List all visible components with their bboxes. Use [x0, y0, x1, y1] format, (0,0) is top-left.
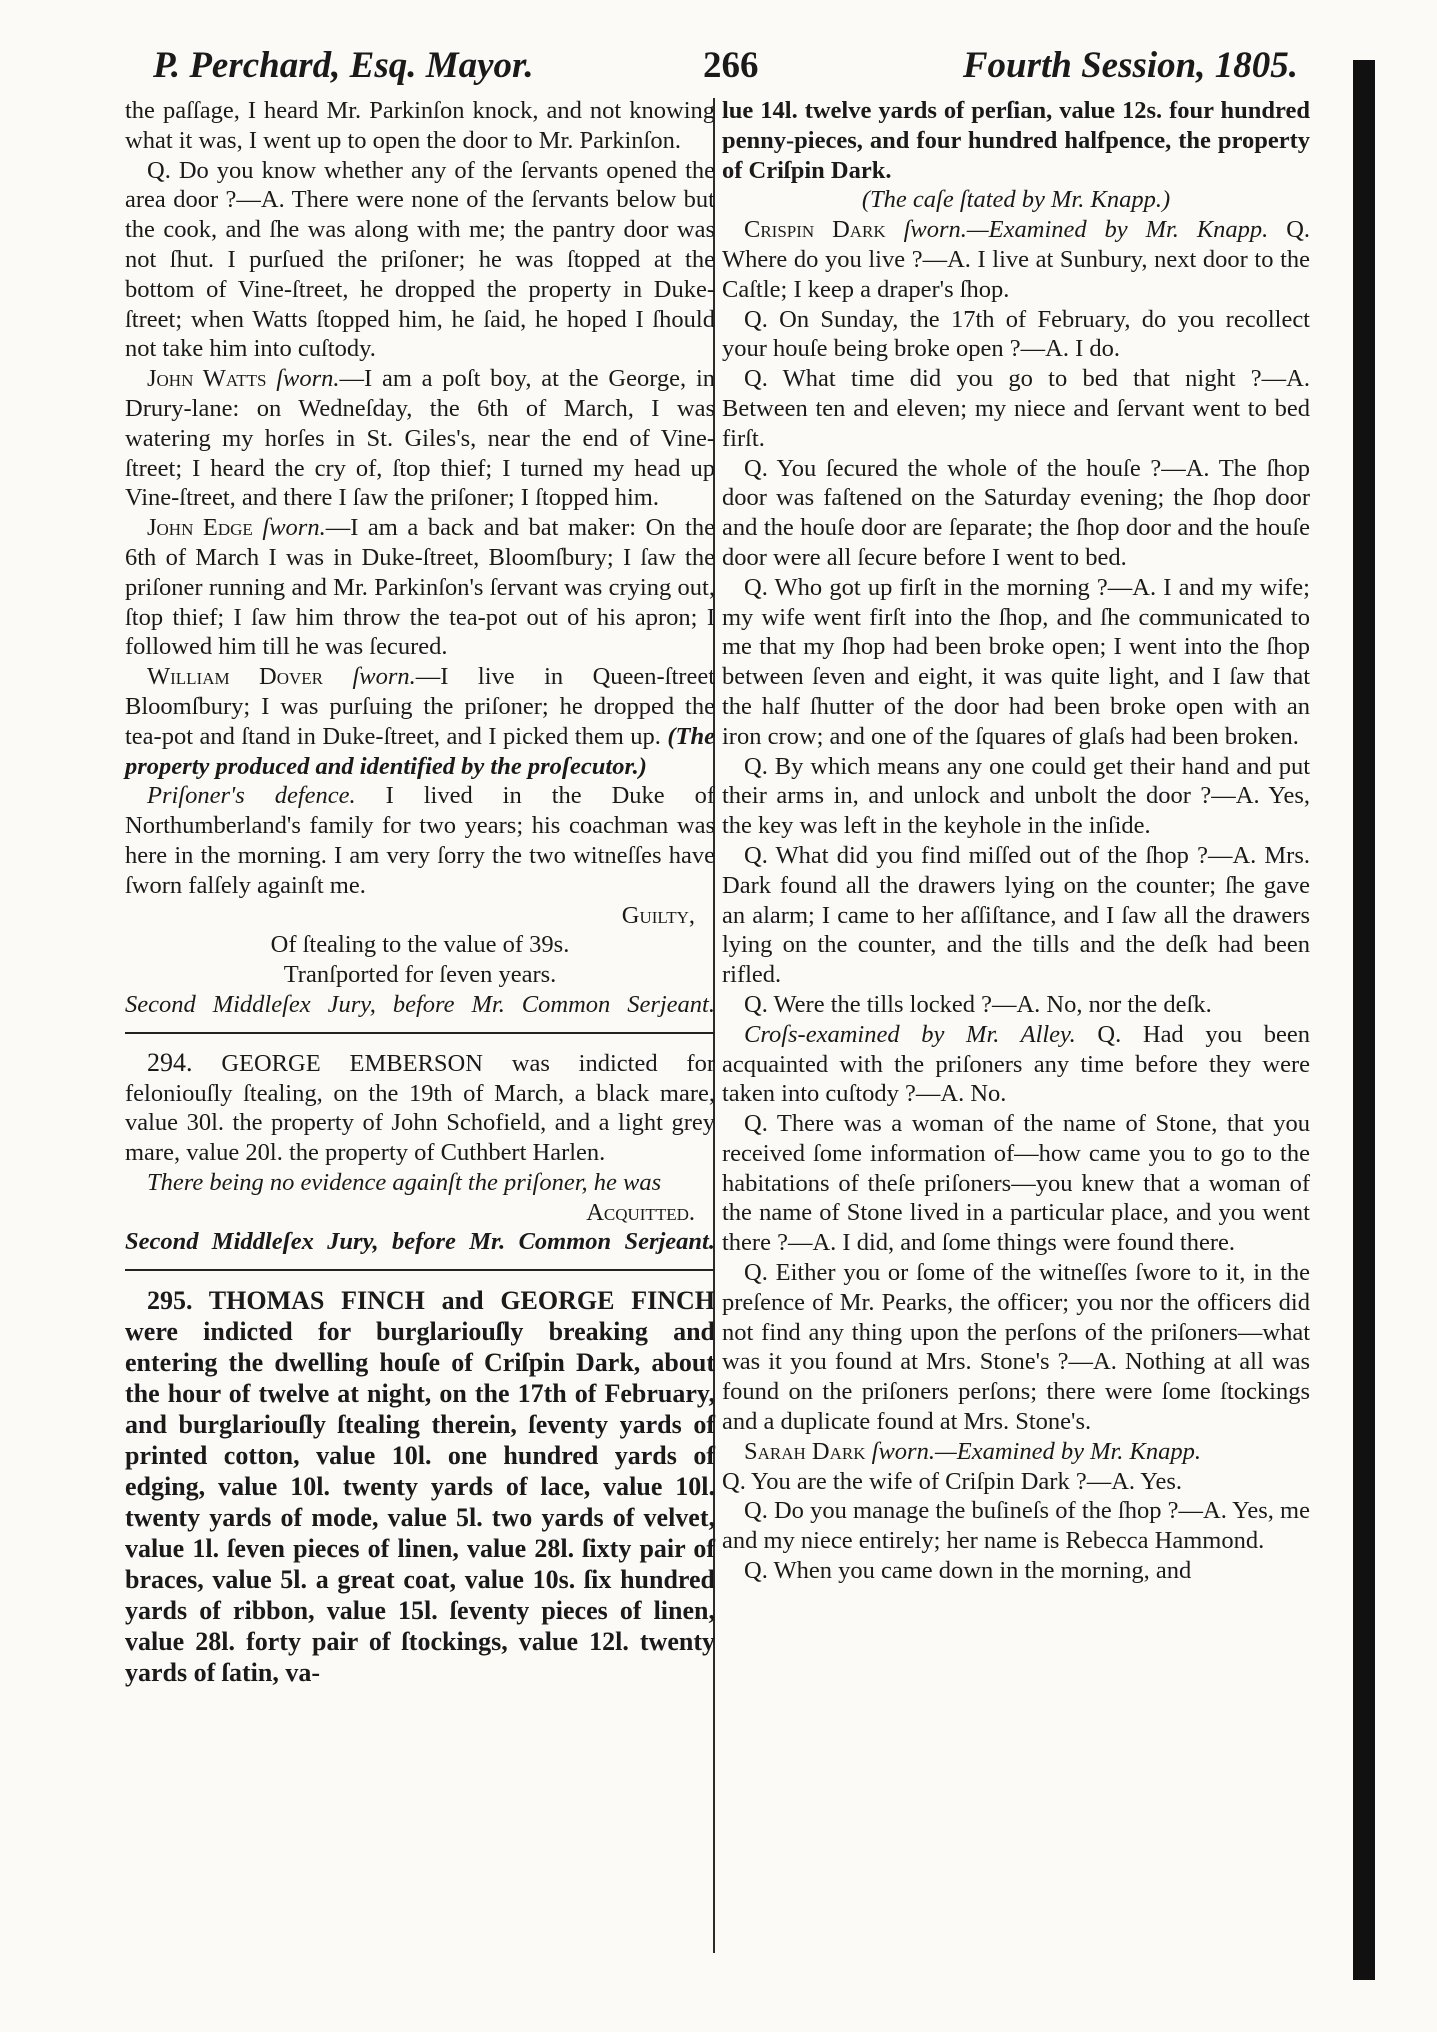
- indictment-text: GEORGE EMBERSON was indicted for feloniouſly ſtealing, on the 19th of March, a black mare, value 30l. the property of John Schofield, and a light grey mare, value 20l. the property of Cuthbert Harlen.: [125, 1049, 715, 1167]
- testimony-text: —I am a poſt boy, at the George, in Drury-lane: on Wedneſday, the 6th of March, I was watering my horſes in St. Giles's, near the end of Vine-ſtreet; I heard the cry of, ſtop thief; I turned my head up Vine-ſtreet, and there I ſaw the priſoner; I ſtopped him.: [125, 365, 715, 512]
- paragraph: Q. Were the tills locked ?—A. No, nor the deſk.: [744, 990, 1212, 1018]
- sworn-label: ſworn.: [352, 663, 416, 691]
- sworn-label: ſworn.: [276, 365, 340, 393]
- witness-name: John Watts: [147, 365, 267, 393]
- case-note: There being no evidence againſt the priſoner, he was: [147, 1168, 662, 1196]
- cross-text: Q. Had you been acquainted with the priſoners any time before they were taken into cuſtody ?—A. No.: [722, 1020, 1311, 1108]
- prisoner-defence: [125, 781, 715, 900]
- paragraph: Q. On Sunday, the 17th of February, do you recollect your houſe being broke open ?—A. I do.: [722, 305, 1310, 363]
- paragraph: Q. Either you or ſome of the witneſſes ſwore to it, in the preſence of Mr. Pearks, the officer; you nor the officers did not find any thing upon the perſons of the priſoners—what was it you found at Mrs. Stone's ?—A. Nothing at all was found on the priſoners perſons; there were ſome ſtockings and a duplicate found at Mrs. Stone's.: [722, 1259, 1310, 1436]
- court-note: (The property produced and identified by the proſecutor.): [125, 722, 715, 780]
- paragraph: lue 14l. twelve yards of perſian, value 12s. four hundred penny-pieces, and four hundred halfpence, the property of Criſpin Dark.: [722, 97, 1310, 184]
- case-294: [125, 1048, 715, 1168]
- jury-line: Second Middleſex Jury, before Mr. Common Serjeant.: [125, 990, 715, 1018]
- sworn-label: ſworn.—Examined by Mr. Knapp.: [871, 1437, 1202, 1465]
- case-295: [125, 1285, 715, 1688]
- witness-name: William Dover: [147, 663, 324, 691]
- sentence-line: Tranſported for ſeven years.: [283, 961, 557, 989]
- case-number: 294.: [147, 1047, 193, 1077]
- paragraph: the paſſage, I heard Mr. Parkinſon knock, and not knowing what it was, I went up to open the door to Mr. Parkinſon.: [125, 97, 715, 154]
- testimony-text: Q. You are the wife of Criſpin Dark ?—A. Yes.: [722, 1467, 1183, 1495]
- testimony-text: Q. Where do you live ?—A. I live at Sunbury, next door to the Caſtle; I keep a draper's ſhop.: [722, 216, 1311, 303]
- testimony-edge: [125, 513, 715, 662]
- paragraph: Q. Who got up firſt in the morning ?—A. I and my wife; my wife went firſt into the ſhop, and ſhe communicated to me that my ſhop had been broke open; I went into the ſhop between ſeven and eight, it was quite light, and I ſaw that the half ſhutter of the door had been broke open with an iron crow; and one of the ſquares of glaſs had been broken.: [722, 573, 1310, 750]
- right-column: [722, 96, 1310, 1586]
- paragraph: Q. What did you find miſſed out of the ſhop ?—A. Mrs. Dark found all the drawers lying on the counter; ſhe gave an alarm; I came to her aſſiſtance, and I ſaw all the drawers lying on the counter, and the tills and the deſk had been rifled.: [722, 841, 1310, 989]
- case-separator: [125, 1032, 715, 1034]
- paragraph: Q. What time did you go to bed that night ?—A. Between ten and eleven; my niece and ſervant went to bed firſt.: [722, 365, 1310, 452]
- sentence-line: Of ſtealing to the value of 39s.: [270, 931, 570, 959]
- paragraph: Q. Do you know whether any of the ſervants opened the area door ?—A. There were none of the ſervants below but the cook, and ſhe was along with me; the pantry door was not ſhut. I purſued the priſoner; he was ſtopped at the bottom of Vine-ſtreet, he dropped the property in Duke-ſtreet; when Watts ſtopped him, he ſaid, he hoped I ſhould not take him into cuſtody.: [125, 156, 715, 363]
- verdict: Guilty,: [621, 901, 695, 929]
- testimony-text: —I am a back and bat maker: On the 6th of March I was in Duke-ſtreet, Bloomſbury; I ſaw the priſoner running and Mr. Parkinſon's ſervant was crying out, ſtop thief; I ſaw him throw the tea-pot out of his apron; I followed him till he was ſecured.: [125, 514, 716, 661]
- paragraph: Q. Do you manage the buſineſs of the ſhop ?—A. Yes, me and my niece entirely; her name is Rebecca Hammond.: [722, 1497, 1310, 1555]
- case-separator: [125, 1269, 715, 1271]
- running-head-right: Fourth Session, 1805.: [962, 45, 1298, 86]
- witness-name: Sarah Dark: [744, 1437, 866, 1465]
- sworn-label: ſworn.: [262, 514, 326, 542]
- sworn-label: ſworn.—Examined by Mr. Knapp.: [903, 216, 1269, 244]
- page-edge-shadow: [1353, 60, 1375, 1980]
- witness-name: John Edge: [147, 514, 253, 542]
- paragraph: Q. You ſecured the whole of the houſe ?—A. The ſhop door was faſtened on the Saturday evening; the ſhop door and the houſe door are ſeparate; the ſhop door and the houſe door were all ſecure before I went to bed.: [722, 454, 1310, 571]
- witness-name: Crispin Dark: [744, 216, 886, 244]
- testimony-crispin-dark: [722, 215, 1310, 304]
- indictment-text: THOMAS FINCH and GEORGE FINCH were indicted for burglariouſly breaking and entering the dwelling houſe of Criſpin Dark, about the hour of twelve at night, on the 17th of February, and burglariouſly ſtealing therein, ſeventy yards of printed cotton, value 10l. one hundred yards of edging, value 10l. twenty yards of lace, value 10l. twenty yards of mode, value 5l. two yards of velvet, value 1l. ſeven pieces of linen, value 28l. ſixty pair of braces, value 5l. a great coat, value 10s. ſix hundred yards of ribbon, value 15l. ſeventy pieces of linen, value 28l. forty pair of ſtockings, value 12l. twenty yards of ſatin, va-: [125, 1286, 716, 1688]
- running-head-left: P. Perchard, Esq. Mayor.: [153, 45, 534, 86]
- case-stated-note: (The caſe ſtated by Mr. Knapp.): [861, 186, 1171, 214]
- paragraph: Q. By which means any one could get their hand and put their arms in, and unlock and unbolt the door ?—A. Yes, the key was left in the keyhole in the inſide.: [722, 752, 1310, 840]
- cross-label: Croſs-examined by Mr. Alley.: [744, 1020, 1076, 1048]
- testimony-dover: [125, 662, 715, 781]
- page-number: 266: [703, 45, 759, 86]
- jury-line: Second Middleſex Jury, before Mr. Common Serjeant.: [125, 1228, 715, 1256]
- cross-examination: [722, 1020, 1310, 1109]
- paragraph: Q. There was a woman of the name of Stone, that you received ſome information of—how came you to go to the habitations of theſe priſoners—you knew that a woman of the name of Stone lived in a particular place, and you went there ?—A. I did, and ſome things were found there.: [722, 1110, 1310, 1257]
- paragraph: Q. When you came down in the morning, and: [744, 1557, 1192, 1585]
- defence-label: Priſoner's defence.: [147, 782, 356, 810]
- verdict: Acquitted.: [586, 1198, 695, 1226]
- testimony-sarah-dark: [722, 1437, 1310, 1497]
- case-number: 295.: [147, 1286, 193, 1316]
- defence-text: I lived in the Duke of Northumberland's family for two years; his coachman was here in the morning. I am very ſorry the two witneſſes have ſworn falſely againſt me.: [125, 782, 715, 899]
- testimony-text: —I live in Queen-ſtreet Bloomſbury; I was purſuing the priſoner; he dropped the tea-pot and ſtand in Duke-ſtreet, and I picked them up.: [125, 663, 716, 750]
- testimony-watts: [125, 364, 715, 513]
- left-column: [125, 96, 715, 1688]
- page-header: [118, 44, 1298, 92]
